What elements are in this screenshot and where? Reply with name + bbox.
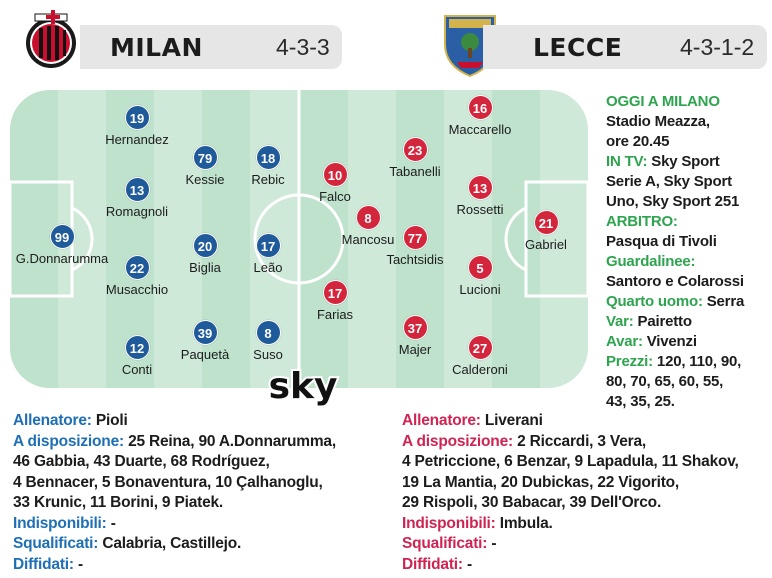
home-player-number: 20 — [193, 233, 218, 258]
home-unavailable-value: - — [106, 514, 116, 532]
match-when: OGGI A MILANO — [606, 93, 720, 110]
away-player-number: 17 — [323, 280, 348, 305]
away-player-number: 37 — [403, 315, 428, 340]
away-bench-label: A disposizione: — [402, 432, 513, 450]
var-label: Var: — [606, 313, 634, 330]
away-bench-line: 19 La Mantia, 20 Dubickas, 22 Vigorito, — [402, 473, 680, 491]
linesmen-label: Guardalinee: — [606, 253, 696, 270]
referee-label: ARBITRO: — [606, 213, 678, 230]
home-bench — [13, 432, 383, 453]
home-player-number: 22 — [125, 255, 150, 280]
home-player-number: 17 — [256, 233, 281, 258]
home-player-number: 18 — [256, 145, 281, 170]
home-warned-value: - — [73, 555, 83, 573]
away-player — [308, 205, 428, 247]
away-bench-line: 4 Petriccione, 6 Benzar, 9 Lapadula, 11 Shakov, — [402, 453, 739, 470]
home-warned — [13, 555, 383, 576]
home-coach-name: Pioli — [91, 412, 128, 429]
away-player-number: 5 — [468, 255, 493, 280]
home-player-name: Hernandez — [105, 132, 169, 147]
match-info — [606, 92, 772, 412]
fourth-label: Quarto uomo: — [606, 293, 703, 310]
home-player-number: 12 — [125, 335, 150, 360]
home-player-name: Kessie — [185, 172, 225, 187]
home-player-name: G.Donnarumma — [15, 251, 109, 266]
home-player-name: Romagnoli — [105, 204, 169, 219]
away-bench-line: 29 Rispoli, 30 Babacar, 39 Dell'Orco. — [402, 494, 662, 511]
away-player-number: 23 — [403, 137, 428, 162]
prices-line: 80, 70, 65, 60, 55, — [606, 373, 724, 390]
away-player — [275, 280, 395, 322]
away-player-number: 77 — [403, 225, 428, 250]
away-coach — [402, 411, 772, 432]
away-player-name: Gabriel — [525, 237, 567, 252]
away-player-number: 27 — [468, 335, 493, 360]
away-player-name: Maccarello — [448, 122, 512, 137]
away-warned-label: Diffidati: — [402, 555, 463, 573]
home-bench-line: 25 Reina, 90 A.Donnarumma, — [123, 432, 336, 450]
home-bench-label: A disposizione: — [13, 432, 124, 450]
away-player — [420, 95, 540, 137]
away-player-name: Majer — [398, 342, 432, 357]
prices-line: 43, 35, 25. — [606, 393, 675, 410]
home-suspended-label: Squalificati: — [13, 535, 99, 552]
home-player-name: Biglia — [189, 260, 221, 275]
away-player-name: Rossetti — [456, 202, 504, 217]
fourth-name: Serra — [702, 293, 745, 310]
fourth-official — [606, 292, 772, 312]
away-unavailable-value: Imbula. — [495, 514, 553, 532]
home-player-name: Paquetà — [180, 347, 230, 362]
away-player-name: Lucioni — [459, 282, 501, 297]
away-unavailable — [402, 514, 772, 535]
home-player — [208, 320, 328, 362]
home-unavailable — [13, 514, 383, 535]
away-formation: 4-3-1-2 — [680, 34, 755, 60]
away-player-name: Calderoni — [452, 362, 508, 377]
home-player-name: Conti — [121, 362, 153, 377]
away-player — [275, 162, 395, 204]
away-coach-name: Liverani — [480, 412, 543, 429]
away-warned-value: - — [462, 555, 472, 573]
away-suspended-value: - — [487, 535, 497, 552]
home-bench-line: 33 Krunic, 11 Borini, 9 Piatek. — [13, 494, 224, 511]
referee-name: Pasqua di Tivoli — [606, 233, 717, 250]
away-bench-line: 2 Riccardi, 3 Vera, — [512, 432, 646, 450]
home-warned-label: Diffidati: — [13, 555, 74, 573]
home-player-name: Musacchio — [105, 282, 169, 297]
away-player-name: Farias — [316, 307, 354, 322]
home-suspended — [13, 534, 383, 555]
var-name: Pairetto — [633, 313, 692, 330]
home-player-number: 8 — [256, 320, 281, 345]
prices-value: 120, 110, 90, — [652, 353, 742, 370]
milan-crest — [25, 6, 77, 80]
away-player-number: 21 — [534, 210, 559, 235]
avar-label: Avar: — [606, 333, 643, 350]
away-player-number: 16 — [468, 95, 493, 120]
home-suspended-value: Calabria, Castillejo. — [98, 535, 242, 552]
home-player-number: 19 — [125, 105, 150, 130]
home-coach — [13, 411, 383, 432]
away-suspended — [402, 534, 772, 555]
venue-line: ore 20.45 — [606, 133, 670, 150]
away-player-name: Falco — [319, 189, 351, 204]
home-player-number: 99 — [50, 224, 75, 249]
tv-value: Sky Sport — [647, 153, 720, 170]
tv-line — [606, 152, 772, 172]
home-player — [77, 105, 197, 147]
avar-official — [606, 332, 772, 352]
away-warned — [402, 555, 772, 576]
home-unavailable-label: Indisponibili: — [13, 514, 107, 532]
home-team-name: MILAN — [110, 33, 203, 62]
tv-line: Serie A, Sky Sport — [606, 173, 732, 190]
home-bench-line: 46 Gabbia, 43 Duarte, 68 Rodríguez, — [13, 453, 270, 470]
prices-line — [606, 352, 772, 372]
away-team-name: LECCE — [533, 33, 623, 62]
away-player-name: Mancosu — [341, 232, 395, 247]
away-bench — [402, 432, 772, 453]
away-unavailable-label: Indisponibili: — [402, 514, 496, 532]
away-player-name: Tabanelli — [389, 164, 441, 179]
sky-logo-text: sky — [268, 366, 338, 407]
away-player — [420, 175, 540, 217]
avar-name: Vivenzi — [642, 333, 697, 350]
home-squad-info — [13, 411, 383, 575]
home-team-bar — [80, 25, 342, 69]
away-player-number: 10 — [323, 162, 348, 187]
away-suspended-label: Squalificati: — [402, 535, 488, 552]
home-coach-label: Allenatore: — [13, 412, 92, 429]
away-player-name: Tachtsidis — [386, 252, 444, 267]
home-player-number: 13 — [125, 177, 150, 202]
away-player-number: 13 — [468, 175, 493, 200]
pitch — [10, 90, 588, 388]
var-official — [606, 312, 772, 332]
home-player-name: Suso — [253, 347, 283, 362]
home-bench-line: 4 Bennacer, 5 Bonaventura, 10 Çalhanoglu, — [13, 473, 323, 491]
tv-line: Uno, Sky Sport 251 — [606, 193, 740, 210]
linesmen-names: Santoro e Colarossi — [606, 273, 744, 290]
venue-line: Stadio Meazza, — [606, 113, 710, 130]
tv-label: IN TV: — [606, 153, 648, 170]
home-player-number: 39 — [193, 320, 218, 345]
prices-label: Prezzi: — [606, 353, 653, 370]
away-player-number: 8 — [356, 205, 381, 230]
home-player-name: Leão — [253, 260, 283, 275]
away-squad-info — [402, 411, 772, 575]
home-player-name: Rebic — [251, 172, 285, 187]
home-player-number: 79 — [193, 145, 218, 170]
sky-logo — [263, 362, 343, 410]
away-team-bar — [483, 25, 767, 69]
home-formation: 4-3-3 — [276, 34, 330, 60]
away-coach-label: Allenatore: — [402, 412, 481, 429]
